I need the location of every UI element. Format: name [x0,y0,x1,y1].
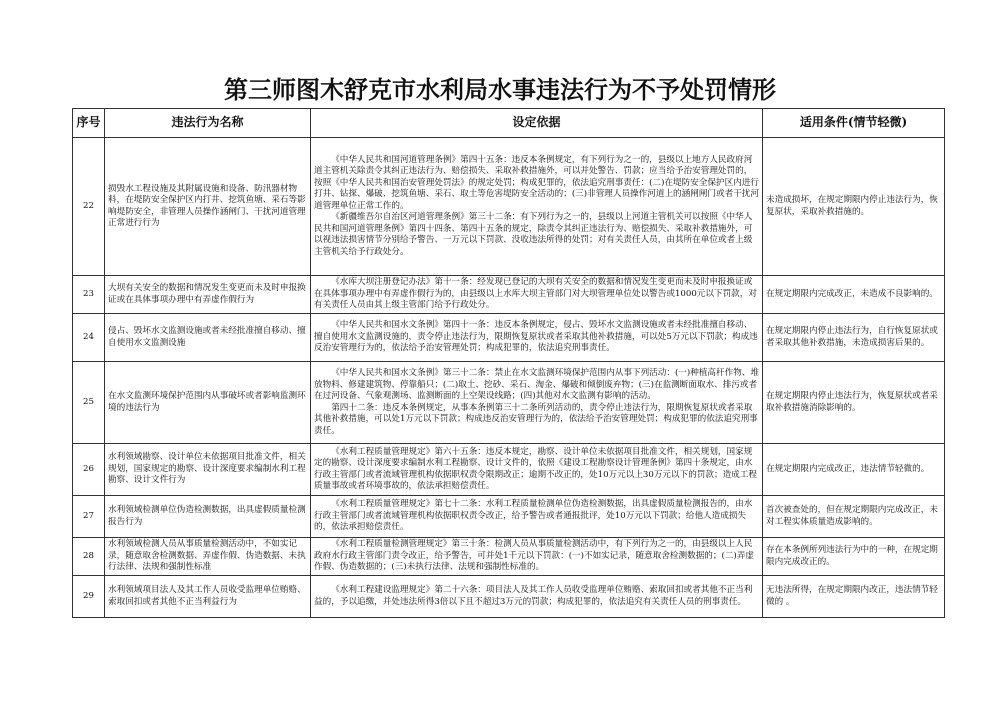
table-row [73,576,945,618]
table-row [73,314,945,362]
violation-name: 大坝有关安全的数据和情况发生变更而未及时申报换证或在具体事项办理中有弄虚作假行为 [105,276,311,314]
violation-name: 水利领域检测人员从事质量检测活动中，不如实记录，随意取舍检测数据、弄虚作假、伪造数据、未执行法律、法规和强制性标准 [105,538,311,576]
row-number: 27 [73,496,105,538]
row-number: 28 [73,538,105,576]
applicable-condition: 无违法所得，在规定期限内改正，违法情节轻微的 。 [763,576,945,618]
legal-basis [311,496,763,538]
violation-name: 在水文监测环境保护范围内从事破坏或者影响监测环境的违法行为 [105,362,311,444]
table-row [73,276,945,314]
legal-basis-paragraph: 《中华人民共和国河道管理条例》第四十五条：违反本条例规定，有下列行为之一的，县级以上地方人民政府河道主管机关除责令其纠正违法行为、赔偿损失、采取补救措施外，可以并处警告、罚款；应当给予治安管理处罚的，按照《中华人民共和国治安管理处罚法》的规定处罚；构成犯罪的，依法追究刑事责任：(二)在堤防安全保护区内进行打井、钻探、爆破、挖筑鱼塘、采石、取土等危害堤防安全活动的；(三)非管理人员操作河道上的涵闸闸门或者干扰河道管理单位正常工作的。 [314,154,759,211]
table-row [73,538,945,576]
violation-name: 水利领域勘察、设计单位未依据项目批准文件，相关规划，国家规定的勘察、设计深度要求编制水利工程勘察、设计文件行为 [105,444,311,496]
legal-basis [311,276,763,314]
legal-basis-paragraph: 《水利工程质量管理规定》第七十二条：水利工程质量检测单位伪造检测数据，出具虚假质量检测报告的，由水行政主管部门或者流域管理机构依据职权责令改正，给予警告或者通报批评，处10万元以下罚款；给他人造成损失的，依法承担赔偿责任。 [314,499,753,533]
legal-basis-paragraph: 《中华人民共和国水文条例》第三十二条：禁止在水文监测环境保护范围内从事下列活动：(一)种植高秆作物、堆放物料、修建建筑物、停靠船只；(二)取土、挖砂、采石、淘金、爆破和倾倒废弃物；(三)在监测断面取水、排污或者在过河设备、气象观测场、监测断面的上空架设线路；(四)其他对水文监测有影响的活动。 [314,368,759,401]
header-no: 序号 [73,109,105,138]
applicable-condition: 在规定期限内完成改正，违法情节轻微的。 [763,444,945,496]
row-number: 23 [73,276,105,314]
table-row [73,138,945,276]
row-number: 26 [73,444,105,496]
violation-name: 水利领域项目法人及其工作人员收受监理单位贿赂、索取回扣或者其他不正当利益行为 [105,576,311,618]
legal-basis-paragraph: 第四十二条：违反本条例规定，从事本条例第三十二条所列活动的，责令停止违法行为，限期恢复原状或者采取其他补救措施，可以处1万元以下罚款；构成违反治安管理行为的，依法给予治安管理处罚；构成犯罪的依法追究刑事责任。 [314,402,758,436]
violation-name: 水利领域检测单位伪造检测数据，出具虚假质量检测报告行为 [105,496,311,538]
row-number: 22 [73,138,105,276]
legal-basis-paragraph: 《水利工程质量管理规定》第六十五条：违反本规定，勘察、设计单位未依据项目批准文件，相关规划，国家规定的勘察、设计深度要求编制水利工程勘察、设计文件的，依照《建设工程勘察设计管理条例》第四十条规定，由水行政主管部门或者流域管理机构依据职权责令限期改正；逾期不改正的，处10万元以上30万元以下的罚款；造成工程质量事故或者环境事故的，依法承担赔偿责任。 [314,446,757,491]
legal-basis [311,576,763,618]
header-cond: 适用条件(情节轻微) [763,109,945,138]
table-row [73,362,945,444]
violation-name: 侵占、毁坏水文监测设施或者未经批准擅自移动、擅自使用水文监测设施 [105,314,311,362]
page-title: 第三师图木舒克市水利局水事违法行为不予处罚情形 [224,75,776,104]
table-row [73,444,945,496]
legal-basis [311,314,763,362]
row-number: 29 [73,576,105,618]
applicable-condition: 存在本条例所列违法行为中的一种，在规定期限内完成改正的。 [763,538,945,576]
header-basis: 设定依据 [311,109,763,138]
legal-basis-paragraph: 《新疆维吾尔自治区河道管理条例》第三十二条：有下列行为之一的，县级以上河道主管机关可以按照《中华人民共和国河道管理条例》第四十四条、第四十五条的规定，除责令其纠正违法行为、赔偿损失、采取补救措施外，可以视违法损害情节分别给予警告、一万元以下罚款、没收违法所得的处罚；对有关责任人员，由其所在单位或者上级主管机关给予行政处分。 [314,212,753,257]
applicable-condition: 在规定期限内停止违法行为，恢复原状或者采取补救措施消除影响的。 [763,362,945,444]
legal-basis [311,538,763,576]
penalty-table [72,108,945,618]
legal-basis [311,444,763,496]
header-name: 违法行为名称 [105,109,311,138]
applicable-condition: 在规定期限内停止违法行为，自行恢复原状或者采取其他补救措施，未造成损害后果的。 [763,314,945,362]
row-number: 24 [73,314,105,362]
legal-basis [311,138,763,276]
legal-basis [311,362,763,444]
legal-basis-paragraph: 《水库大坝注册登记办法》第十一条：经发现已登记的大坝有关安全的数据和情况发生变更而未及时申报换证或在具体事项办理中有弄虚作假行为的，由县级以上水库大坝主管部门对大坝管理单位处以警告或1000元以下罚款，对有关责任人员由其上级主管部门给予行政处分。 [314,277,757,311]
violation-name: 损毁水工程设施及其附属设施和设备、防汛器材物料，在堤防安全保护区内打井、挖筑鱼塘、采石等影响堤防安全，非管理人员操作涵闸门、干扰河道管理正常进行行为 [105,138,311,276]
legal-basis-paragraph: 《水利工程质量检测管理规定》第三十条：检测人员从事质量检测活动中，有下列行为之一的，由县级以上人民政府水行政主管部门责令改正，给予警告，可并处1千元以下罚款：(一)不如实记录，随意取舍检测数据的；(二)弄虚作假、伪造数据的；(三)未执行法律、法规和强制性标准的。 [314,539,754,573]
applicable-condition: 在规定期限内完成改正，未造成不良影响的。 [763,276,945,314]
table-header-row [73,109,945,138]
applicable-condition: 未造成损坏，在规定期限内停止违法行为，恢复原状，采取补救措施的。 [763,138,945,276]
table-row [73,496,945,538]
row-number: 25 [73,362,105,444]
legal-basis-paragraph: 《水利工程建设监理规定》第二十六条：项目法人及其工作人员收受监理单位贿赂、索取回扣或者其他不正当利益的，予以追缴，并处违法所得3倍以下且不超过3万元的罚款；构成犯罪的，依法追究有关责任人员的刑事责任。 [314,585,753,607]
legal-basis-paragraph: 《中华人民共和国水文条例》第四十一条：违反本条例规定，侵占、毁坏水文监测设施或者未经批准擅自移动、擅自使用水文监测设施的，责令停止违法行为，限期恢复原状或者采取其他补救措施，可以处5万元以下罚款；构成违反治安管理行为的，依法给予治安管理处罚；构成犯罪的，依法追究刑事责任。 [314,320,758,354]
applicable-condition: 首次被查处的，但在规定期限内完成改正，未对工程实体质量造成影响的。 [763,496,945,538]
